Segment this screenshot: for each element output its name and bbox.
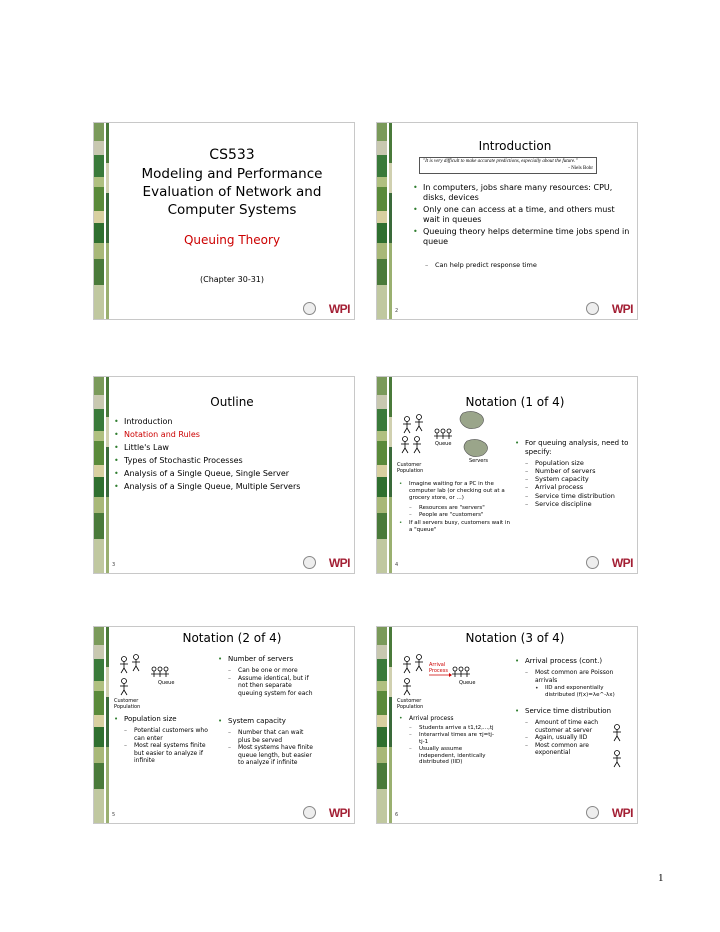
sub-bullet: – Arrival process xyxy=(525,483,635,491)
outline-list xyxy=(114,417,348,492)
slide-title: Outline xyxy=(210,395,254,409)
sub-bullet: – Most common are Poisson arrivals xyxy=(525,669,633,684)
slide-number: 4 xyxy=(395,562,399,568)
bullet: • Arrival process (cont.) xyxy=(515,657,633,666)
wpi-logo: WPI xyxy=(573,302,633,316)
service-bullet xyxy=(515,707,633,716)
slide-stripe-thin xyxy=(106,377,109,573)
bullet: • Number of servers xyxy=(218,655,348,664)
sub-bullet: – Resources are "servers" xyxy=(409,505,513,512)
sub-bullet: – Amount of time each customer at server xyxy=(525,719,605,734)
wpi-logo: WPI xyxy=(290,302,350,316)
slide-stripe-thin xyxy=(389,123,392,319)
quote-text: "It is very difficult to make accurate predictions, especially about the future." xyxy=(423,159,578,164)
slide-number: 6 xyxy=(395,812,399,818)
page-number: 1 xyxy=(658,872,664,884)
slide-4 xyxy=(376,376,638,574)
bullet: • Service time distribution xyxy=(515,707,633,716)
arrival-cont-bullet xyxy=(515,657,633,666)
servers-bullet xyxy=(218,655,348,664)
wpi-logo: WPI xyxy=(290,806,350,820)
sub-bullet: – Students arrive a t1,t2,...,tj xyxy=(409,725,499,732)
wpi-logo: WPI xyxy=(573,806,633,820)
sub-bullet: – Again, usually IID xyxy=(525,734,605,742)
arrival-cont-sub3 xyxy=(535,685,633,699)
sub-bullet: – Population size xyxy=(525,459,635,467)
sub-bullet: – Assume identical, but if not then separate queuing system for each xyxy=(228,675,314,698)
slide-stripe-thin xyxy=(106,123,109,319)
bullet: • Arrival process xyxy=(399,715,509,723)
bullet: • System capacity xyxy=(218,717,348,726)
slide-title: Introduction xyxy=(478,139,552,153)
bullet: • In computers, jobs share many resources: CPU, disks, devices xyxy=(413,183,631,203)
slide-stripe xyxy=(94,123,104,319)
bullet-list xyxy=(413,183,631,247)
fig-label-customer-population: Customer Population xyxy=(114,698,141,710)
fig-label-customer-population: Customer Population xyxy=(397,462,424,474)
lecture-topic: Queuing Theory xyxy=(183,233,281,247)
sub-bullet: – Usually assume independent, identically distributed (IID) xyxy=(409,746,499,767)
course-code: CS533 xyxy=(209,147,255,163)
capacity-sub-bullets xyxy=(228,729,314,767)
left-bullets-2 xyxy=(399,520,511,534)
arrival-sub-bullets xyxy=(409,725,499,766)
slide-stripe xyxy=(377,627,387,823)
bullet: • Queuing theory helps determine time jobs spend in queue xyxy=(413,227,631,247)
sub-bullet: – Can help predict response time xyxy=(425,261,631,269)
sub-bullet: – Most common are exponential xyxy=(525,742,605,757)
right-bullets xyxy=(515,439,633,457)
sub-bullet: – People are "customers" xyxy=(409,512,513,519)
bullet: • Imagine waiting for a PC in the computer lab (or checking out at a grocery store, or ...) xyxy=(399,481,511,502)
sub-bullet: – Interarrival times are τj=tj-tj-1 xyxy=(409,732,499,746)
fig-label-customer-population: Customer Population xyxy=(397,698,424,710)
fig-label-queue: Queue xyxy=(435,441,452,447)
wpi-logo: WPI xyxy=(573,556,633,570)
sub-bullet-list xyxy=(425,261,631,269)
slide-title: Notation (1 of 4) xyxy=(465,395,565,409)
slide-5 xyxy=(93,626,355,824)
bullet: • Only one can access at a time, and others must wait in queues xyxy=(413,205,631,225)
sub-bullet: – Service discipline xyxy=(525,500,635,508)
fig-label-servers: Servers xyxy=(469,458,489,464)
fig-label-queue: Queue xyxy=(459,680,476,686)
left-sub-bullets xyxy=(409,505,513,519)
population-bullet xyxy=(114,715,214,724)
slide-stripe-thin xyxy=(106,627,109,823)
sub-sub-bullet: • IID and exponentially distributed (f(x)=λe^-λx) xyxy=(535,685,633,699)
course-title: Modeling and Performance Evaluation of Network and Computer Systems xyxy=(141,166,323,219)
sub-bullet: – Most real systems finite but easier to analyze if infinite xyxy=(124,742,212,765)
slide-stripe xyxy=(94,377,104,573)
bullet: • For queuing analysis, need to specify: xyxy=(515,439,633,457)
capacity-bullet xyxy=(218,717,348,726)
sub-bullet: – Most systems have finite queue length, but easier to analyze if infinite xyxy=(228,744,314,767)
arrival-cont-sub xyxy=(525,669,633,684)
left-bullets xyxy=(399,481,511,502)
slide-stripe xyxy=(377,377,387,573)
outline-item: • Little's Law xyxy=(114,443,348,453)
outline-item: • Types of Stochastic Processes xyxy=(114,456,348,466)
chapter-ref: (Chapter 30-31) xyxy=(199,275,264,284)
right-sub-bullets xyxy=(525,459,635,508)
sub-bullet: – Service time distribution xyxy=(525,492,635,500)
sub-bullet: – Potential customers who can enter xyxy=(124,727,212,742)
slide-number: 2 xyxy=(395,308,399,314)
sub-bullet: – Number that can wait plus be served xyxy=(228,729,314,744)
arrival-bullet xyxy=(399,715,509,723)
slide-6 xyxy=(376,626,638,824)
slide-stripe xyxy=(94,627,104,823)
fig-label-queue: Queue xyxy=(158,680,175,686)
servers-sub-bullets xyxy=(228,667,314,697)
person-icon xyxy=(609,723,625,773)
outline-item: • Analysis of a Single Queue, Multiple Servers xyxy=(114,482,348,492)
sub-bullet: – Number of servers xyxy=(525,467,635,475)
slide-title: Notation (2 of 4) xyxy=(182,631,282,645)
outline-item-current: • Notation and Rules xyxy=(114,430,348,440)
slide-stripe-thin xyxy=(389,377,392,573)
fig-label-arrival-process: Arrival Process xyxy=(429,662,448,674)
slide-number: 5 xyxy=(112,812,116,818)
slide-3 xyxy=(93,376,355,574)
wpi-logo: WPI xyxy=(290,556,350,570)
outline-item: • Introduction xyxy=(114,417,348,427)
service-sub-bullets xyxy=(525,719,605,757)
outline-item: • Analysis of a Single Queue, Single Server xyxy=(114,469,348,479)
slide-stripe-thin xyxy=(389,627,392,823)
slide-1 xyxy=(93,122,355,320)
sub-bullet: – System capacity xyxy=(525,475,635,483)
quote-box xyxy=(419,157,597,174)
slide-2 xyxy=(376,122,638,320)
slide-title: Notation (3 of 4) xyxy=(465,631,565,645)
population-sub-bullets xyxy=(124,727,212,765)
slide-stripe xyxy=(377,123,387,319)
quote-author: - Niels Bohr xyxy=(568,165,593,171)
bullet: • Population size xyxy=(114,715,214,724)
sub-bullet: – Can be one or more xyxy=(228,667,314,675)
slide-number: 3 xyxy=(112,562,116,568)
bullet: • If all servers busy, customers wait in a "queue" xyxy=(399,520,511,534)
